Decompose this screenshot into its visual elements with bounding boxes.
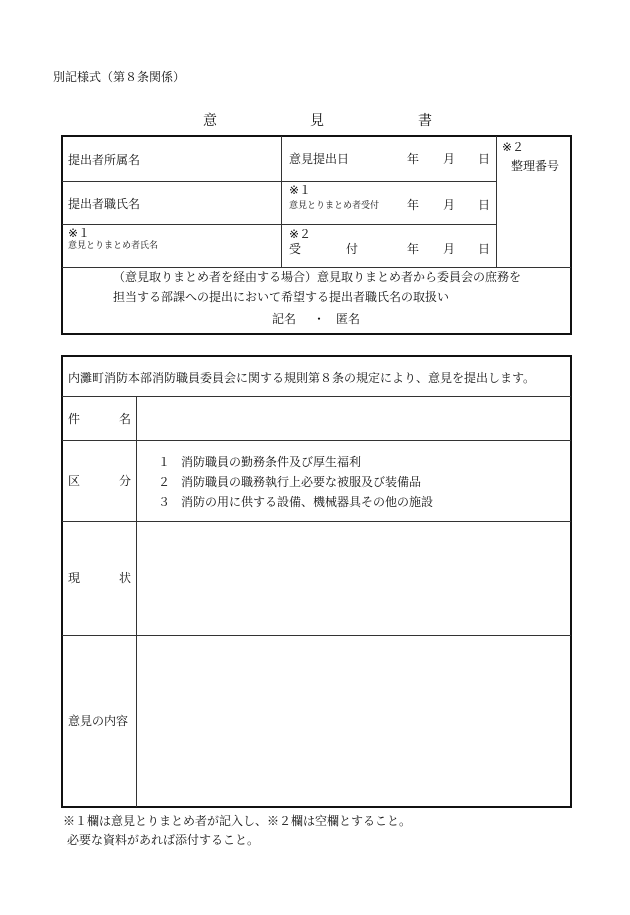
title-char-2: 見 xyxy=(310,113,324,129)
option-separator: ・ xyxy=(313,312,326,326)
divider xyxy=(62,181,496,182)
receipt-month: 月 xyxy=(443,198,456,212)
anonymous-option: 匿名 xyxy=(336,312,361,326)
form-reference: 別記様式（第８条関係） xyxy=(53,70,186,84)
opinion-label: 意見の内容 xyxy=(68,714,129,728)
category-item-2: 消防職員の職務執行上必要な被服及び装備品 xyxy=(181,475,422,489)
divider xyxy=(62,521,571,522)
submission-date-label: 意見提出日 xyxy=(289,152,350,166)
subject-label-2: 名 xyxy=(119,412,132,426)
main-table xyxy=(61,355,572,808)
mark-1: ※１ xyxy=(289,183,312,197)
divider xyxy=(62,440,571,441)
ref-number-label: 整理番号 xyxy=(511,159,560,173)
divider xyxy=(496,136,497,267)
category-item-3: 消防の用に供する設備、機械器具その他の施設 xyxy=(181,495,434,509)
title-char-3: 書 xyxy=(418,113,432,129)
ref-mark: ※２ xyxy=(502,140,525,154)
date-year: 年 xyxy=(407,152,420,166)
date-day: 日 xyxy=(478,152,491,166)
intro-text: 内灘町消防本部消防職員委員会に関する規則第８条の規定により、意見を提出します。 xyxy=(68,371,536,385)
note-line-1: （意見取りまとめ者を経由する場合）意見取りまとめ者から委員会の庶務を xyxy=(113,270,522,284)
category-item-1: 消防職員の勤務条件及び厚生福利 xyxy=(181,455,362,469)
category-num-1: １ xyxy=(158,455,171,469)
category-label-1: 区 xyxy=(68,474,81,488)
affiliation-label: 提出者所属名 xyxy=(68,153,141,167)
divider xyxy=(62,224,496,225)
category-label-2: 分 xyxy=(119,474,132,488)
divider xyxy=(136,397,137,807)
divider xyxy=(62,635,571,636)
category-num-3: ３ xyxy=(158,495,171,509)
mark-2: ※２ xyxy=(289,227,312,241)
received-label-1: 受 xyxy=(289,242,302,256)
note-line-2: 担当する部課への提出において希望する提出者職氏名の取扱い xyxy=(113,290,450,304)
receipt-day: 日 xyxy=(478,198,491,212)
received-day: 日 xyxy=(478,242,491,256)
divider xyxy=(281,136,282,267)
divider xyxy=(62,396,571,397)
coordinator-name-label: 意見とりまとめ者氏名 xyxy=(68,241,159,251)
status-label-2: 状 xyxy=(119,571,132,585)
date-month: 月 xyxy=(443,152,456,166)
footer-note-2: 必要な資料があれば添付すること。 xyxy=(67,833,260,847)
receipt-label: 意見とりまとめ者受付 xyxy=(289,201,380,211)
divider xyxy=(62,267,571,268)
named-option: 記名 xyxy=(272,312,297,326)
footer-note-1: ※１欄は意見とりまとめ者が記入し、※２欄は空欄とすること。 xyxy=(63,814,412,828)
receipt-year: 年 xyxy=(407,198,420,212)
subject-label-1: 件 xyxy=(68,412,81,426)
received-month: 月 xyxy=(443,242,456,256)
status-label-1: 現 xyxy=(68,571,81,585)
category-num-2: ２ xyxy=(158,475,171,489)
received-year: 年 xyxy=(407,242,420,256)
name-label: 提出者職氏名 xyxy=(68,197,141,211)
received-label-2: 付 xyxy=(346,242,359,256)
title-char-1: 意 xyxy=(203,113,217,129)
mark-1: ※１ xyxy=(68,226,91,240)
